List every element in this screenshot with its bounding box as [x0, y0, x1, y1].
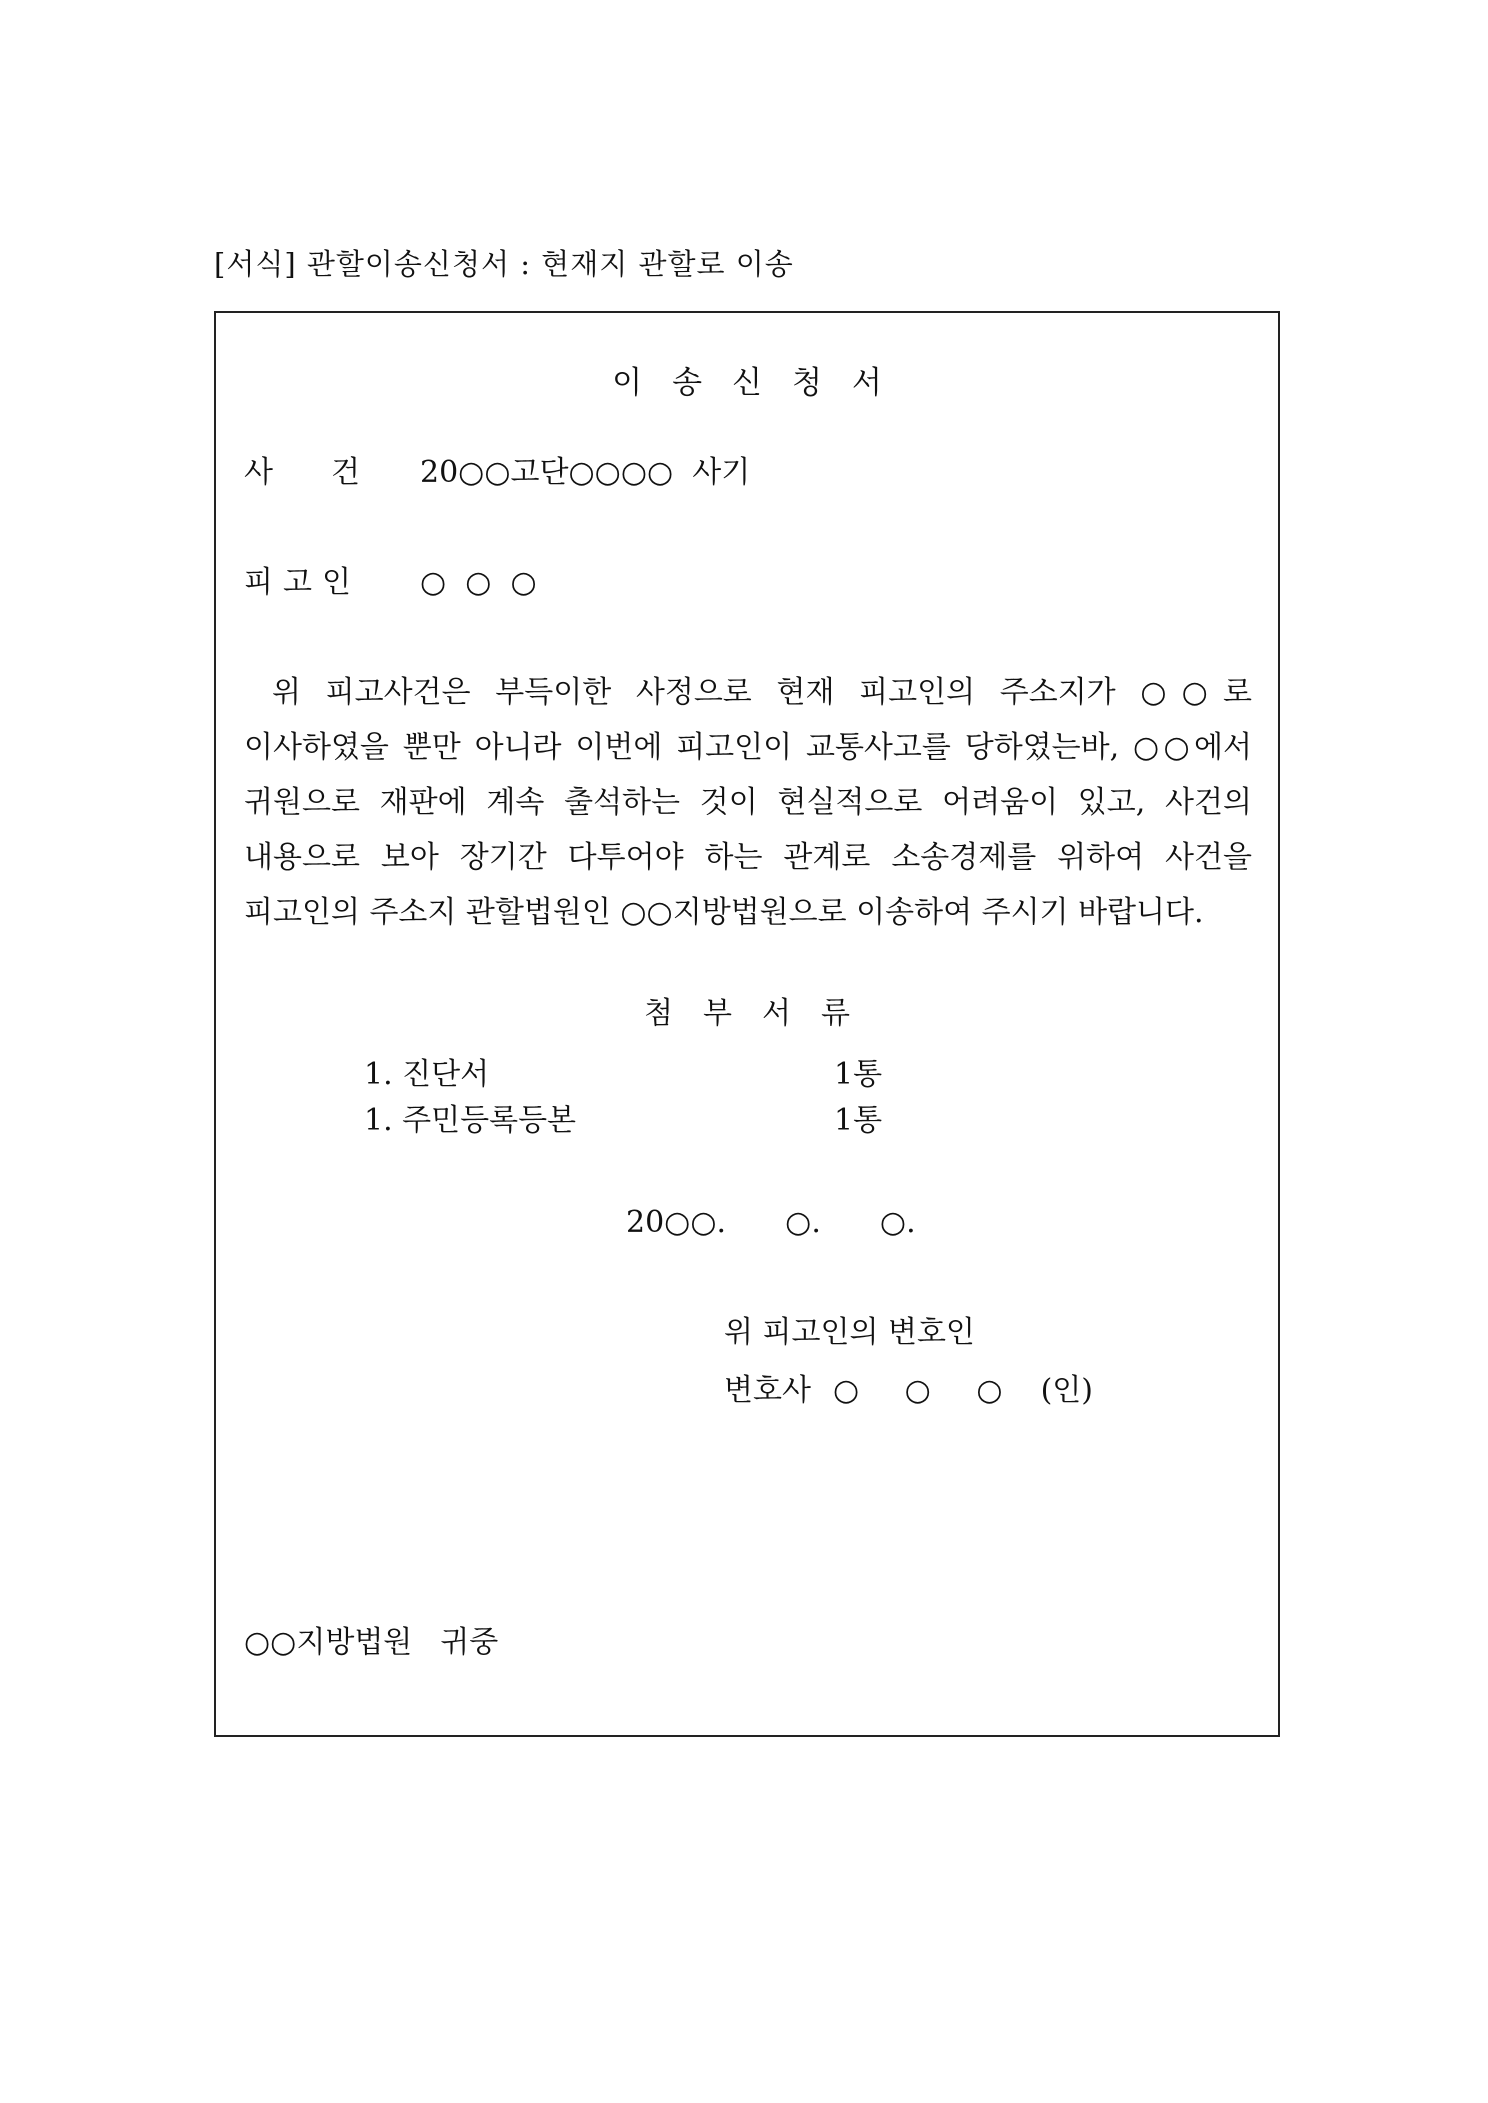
- attachment-count: 1통: [834, 1057, 883, 1092]
- defendant-label: 피고인: [244, 565, 361, 600]
- case-label: 사건: [244, 455, 418, 490]
- recipient-court: [244, 1617, 498, 1661]
- attachment-name: 1. 주민등록등본: [364, 1103, 577, 1138]
- attachment-name: 1. 진단서: [364, 1057, 490, 1092]
- attachment-count: 1통: [834, 1103, 883, 1138]
- document-title: 이송신청서: [612, 365, 912, 401]
- case-row: [244, 447, 750, 491]
- signer-line: [724, 1365, 1093, 1409]
- form-header-label: [서식] 관할이송신청서 : 현재지 관할로 이송: [214, 247, 794, 281]
- defendant-row: [244, 557, 537, 601]
- filing-date: 20○○. ○. ○.: [626, 1205, 916, 1240]
- court-suffix: 귀중: [440, 1625, 499, 1660]
- attachment-item: [364, 1049, 882, 1093]
- form-box: [214, 311, 1280, 1737]
- signer-name: ○ ○ ○: [832, 1373, 1021, 1408]
- attachments-title: 첨부서류: [644, 996, 880, 1031]
- signer-title: 변호사: [724, 1373, 811, 1408]
- seal-mark: (인): [1040, 1373, 1093, 1408]
- petition-body: 위 피고사건은 부득이한 사정으로 현재 피고인의 주소지가 ○○로 이사하였을 뿐만 아니라 이번에 피고인이 교통사고를 당하였는바, ○○에서 귀원으로 재판에 계속 출석하는 것이 현실적으로 어려움이 있고, 사건의 내용으로 보아 장기간 다투어야 하는 관계로 소송경제를 위하여 사건을 피고인의 주소지 관할법원인 ○○지방법원으로 이송하여 주시기 바랍니다.: [244, 675, 1252, 930]
- defendant-value: ○ ○ ○: [420, 565, 537, 600]
- court-name: ○○지방법원: [244, 1625, 413, 1660]
- signer-role: 위 피고인의 변호인: [724, 1315, 975, 1350]
- attachment-item: [364, 1095, 882, 1139]
- case-value: 20○○고단○○○○ 사기: [420, 455, 751, 490]
